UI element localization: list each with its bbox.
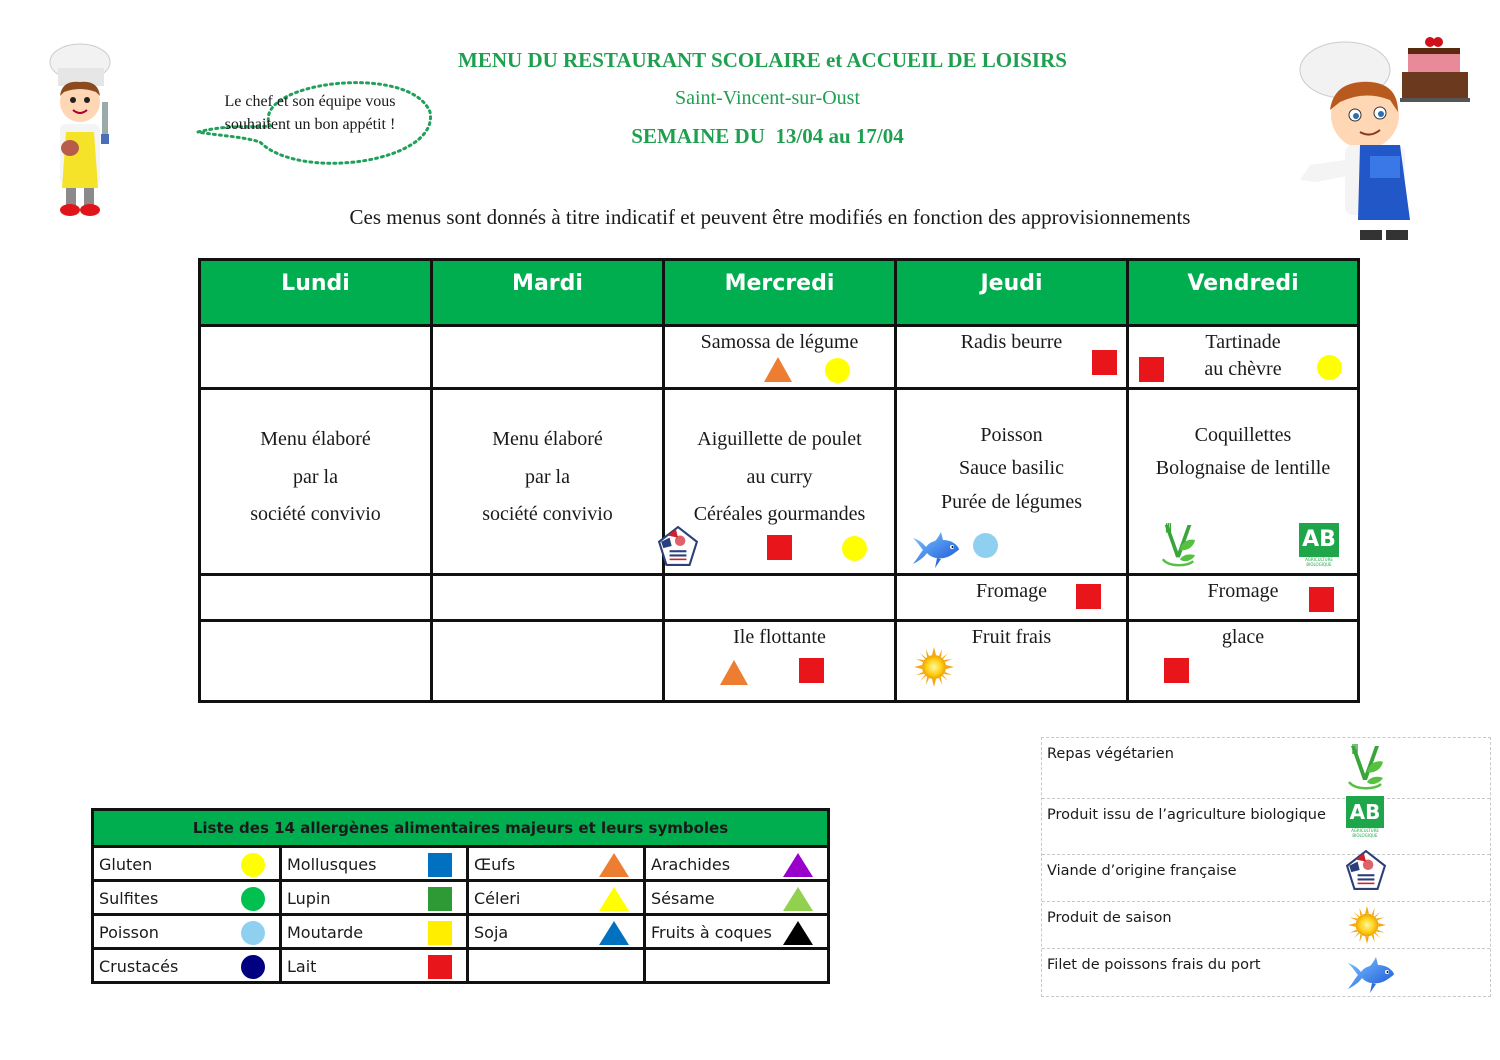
mercredi-main-cell <box>664 389 896 575</box>
allergen-cell <box>93 949 281 983</box>
allergen-cell <box>281 881 468 915</box>
lait-square-icon <box>1076 584 1101 609</box>
day-header-vendredi: Vendredi <box>1128 260 1359 326</box>
jeudi-main-cell <box>896 389 1128 575</box>
lait-square-icon <box>1139 357 1164 382</box>
fish-icon <box>1346 955 1396 995</box>
allergen-cell <box>645 881 829 915</box>
jeudi-starter-cell <box>896 326 1128 389</box>
label-text: Produit issu de l’agriculture biologique <box>1047 807 1326 823</box>
allergen-name: Arachides <box>651 855 731 874</box>
cheese-row <box>200 575 1359 621</box>
bio-logo-icon <box>1299 523 1339 567</box>
bio-logo-subtitle: AGRICULTURE BIOLOGIQUE <box>1305 557 1333 567</box>
oeufs-triangle-icon <box>764 357 792 382</box>
allergen-cell <box>645 915 829 949</box>
vegetarien-logo-icon <box>1345 742 1385 792</box>
vendredi-cheese: Fromage <box>1207 580 1279 602</box>
allergen-triangle-icon <box>783 921 813 945</box>
mercredi-dessert-cell <box>664 621 896 702</box>
lundi-starter-cell <box>200 326 432 389</box>
allergen-cell <box>645 847 829 881</box>
gluten-circle-icon <box>842 536 867 561</box>
lundi-main-line-2: par la <box>293 466 338 488</box>
jeudi-main-line-2: Sauce basilic <box>959 457 1064 479</box>
lundi-main-cell <box>200 389 432 575</box>
allergen-row <box>93 881 829 915</box>
allergen-triangle-icon <box>783 853 813 877</box>
allergen-name: Œufs <box>474 855 516 874</box>
jeudi-starter: Radis beurre <box>960 331 1063 353</box>
mardi-dessert-cell <box>432 621 664 702</box>
allergen-name: Lupin <box>287 889 331 908</box>
jeudi-cheese: Fromage <box>975 580 1048 602</box>
vendredi-main-cell <box>1128 389 1359 575</box>
allergen-name: Poisson <box>99 923 159 942</box>
label-row-saison <box>1042 902 1490 949</box>
label-text: Viande d’origine française <box>1047 863 1237 879</box>
day-header-row <box>200 260 1359 326</box>
allergen-row <box>93 915 829 949</box>
jeudi-dessert: Fruit frais <box>971 626 1052 648</box>
allergen-circle-icon <box>241 955 265 979</box>
jeudi-main-line-1: Poisson <box>980 424 1043 446</box>
bio-logo-letters: AB <box>1346 796 1384 828</box>
quality-labels-legend <box>1041 737 1491 997</box>
mardi-main-line-1: Menu élaboré <box>492 428 603 450</box>
allergen-triangle-icon <box>599 887 629 911</box>
week-range: SEMAINE DU 13/04 au 17/04 <box>631 124 904 148</box>
mardi-main-cell <box>432 389 664 575</box>
allergen-circle-icon <box>241 853 265 877</box>
mercredi-cheese-cell <box>664 575 896 621</box>
vendredi-starter-line-2: au chèvre <box>1204 358 1282 380</box>
day-header-jeudi: Jeudi <box>896 260 1128 326</box>
label-row-viande <box>1042 855 1490 902</box>
sun-icon <box>914 647 954 687</box>
vendredi-dessert-cell <box>1128 621 1359 702</box>
lait-square-icon <box>767 535 792 560</box>
allergen-name: Sésame <box>651 889 715 908</box>
mercredi-main-line-2: au curry <box>746 466 813 488</box>
allergen-cell <box>468 915 645 949</box>
mercredi-starter: Samossa de légume <box>700 331 859 353</box>
notice-text: Ces menus sont donnés à titre indicatif et peuvent être modifiés en fonction des approvisionnements <box>349 205 1191 229</box>
label-row-poisson-frais <box>1042 949 1490 996</box>
jeudi-dessert-cell <box>896 621 1128 702</box>
lait-square-icon <box>1309 587 1334 612</box>
starter-row <box>200 326 1359 389</box>
viande-francaise-logo-icon <box>657 525 699 567</box>
allergen-name: Sulfites <box>99 889 159 908</box>
vendredi-cheese-cell <box>1128 575 1359 621</box>
allergen-cell <box>468 949 645 983</box>
allergen-cell <box>468 847 645 881</box>
vendredi-dessert: glace <box>1221 626 1265 648</box>
lait-square-icon <box>1092 350 1117 375</box>
allergen-name: Lait <box>287 957 317 976</box>
allergen-legend-table <box>91 808 830 984</box>
allergen-name: Gluten <box>99 855 153 874</box>
gluten-circle-icon <box>825 358 850 383</box>
lundi-main-line-1: Menu élaboré <box>260 428 371 450</box>
bio-logo-letters: AB <box>1299 523 1339 557</box>
poisson-circle-icon <box>973 533 998 558</box>
allergen-cell <box>281 949 468 983</box>
label-text: Filet de poissons frais du port <box>1047 957 1261 973</box>
mercredi-main-line-3: Céréales gourmandes <box>693 503 866 525</box>
menu-title: MENU DU RESTAURANT SCOLAIRE et ACCUEIL DE LOISIRS <box>458 48 1067 72</box>
vendredi-starter-cell <box>1128 326 1359 389</box>
allergen-cell <box>93 847 281 881</box>
allergen-name: Mollusques <box>287 855 377 874</box>
weekly-menu-table <box>198 258 1360 703</box>
label-row-vegetarien <box>1042 738 1490 799</box>
lundi-dessert-cell <box>200 621 432 702</box>
bio-logo-icon <box>1346 796 1384 838</box>
allergen-cell <box>93 915 281 949</box>
allergen-cell <box>645 949 829 983</box>
allergen-square-icon <box>428 921 452 945</box>
allergen-row <box>93 847 829 881</box>
jeudi-main-line-3: Purée de légumes <box>940 491 1083 513</box>
mardi-main-line-3: société convivio <box>482 503 613 525</box>
allergen-square-icon <box>428 853 452 877</box>
fish-icon <box>911 530 961 570</box>
mercredi-dessert: Ile flottante <box>733 626 826 648</box>
main-course-row <box>200 389 1359 575</box>
lait-square-icon <box>799 658 824 683</box>
label-text: Produit de saison <box>1047 910 1172 926</box>
speech-line-1: Le chef et son équipe vous <box>224 93 396 110</box>
lait-square-icon <box>1164 658 1189 683</box>
vendredi-starter-line-1: Tartinade <box>1205 331 1281 353</box>
mardi-cheese-cell <box>432 575 664 621</box>
day-header-mercredi: Mercredi <box>664 260 896 326</box>
allergen-cell <box>281 847 468 881</box>
allergen-legend-title: Liste des 14 allergènes alimentaires majeurs et leurs symboles <box>93 810 829 847</box>
speech-line-2: souhaitent un bon appétit ! <box>224 116 396 133</box>
vendredi-main-line-1: Coquillettes <box>1194 424 1292 446</box>
mardi-starter-cell <box>432 326 664 389</box>
jeudi-cheese-cell <box>896 575 1128 621</box>
lundi-main-line-3: société convivio <box>250 503 381 525</box>
allergen-cell <box>93 881 281 915</box>
allergen-name: Crustacés <box>99 957 179 976</box>
allergen-row <box>93 949 829 983</box>
vegetarien-logo-icon <box>1159 521 1197 569</box>
viande-francaise-logo-icon <box>1345 849 1387 891</box>
mercredi-main-line-1: Aiguillette de poulet <box>697 428 862 450</box>
allergen-triangle-icon <box>599 853 629 877</box>
allergen-circle-icon <box>241 887 265 911</box>
label-text: Repas végétarien <box>1047 746 1174 762</box>
allergen-name: Fruits à coques <box>651 923 772 942</box>
label-row-bio <box>1042 799 1490 855</box>
allergen-cell <box>281 915 468 949</box>
sun-icon <box>1348 906 1386 944</box>
allergen-name: Céleri <box>474 889 521 908</box>
gluten-circle-icon <box>1317 355 1342 380</box>
town-name: Saint-Vincent-sur-Oust <box>674 87 861 109</box>
allergen-square-icon <box>428 955 452 979</box>
mercredi-starter-cell <box>664 326 896 389</box>
oeufs-triangle-icon <box>720 660 748 685</box>
allergen-circle-icon <box>241 921 265 945</box>
allergen-cell <box>468 881 645 915</box>
allergen-name: Soja <box>474 923 509 942</box>
vendredi-main-line-2: Bolognaise de lentille <box>1155 457 1331 479</box>
bio-logo-subtitle: AGRICULTURE BIOLOGIQUE <box>1351 828 1379 838</box>
allergen-triangle-icon <box>599 921 629 945</box>
day-header-mardi: Mardi <box>432 260 664 326</box>
allergen-name: Moutarde <box>287 923 364 942</box>
allergen-square-icon <box>428 887 452 911</box>
dessert-row <box>200 621 1359 702</box>
allergen-triangle-icon <box>783 887 813 911</box>
mardi-main-line-2: par la <box>525 466 570 488</box>
lundi-cheese-cell <box>200 575 432 621</box>
day-header-lundi: Lundi <box>200 260 432 326</box>
